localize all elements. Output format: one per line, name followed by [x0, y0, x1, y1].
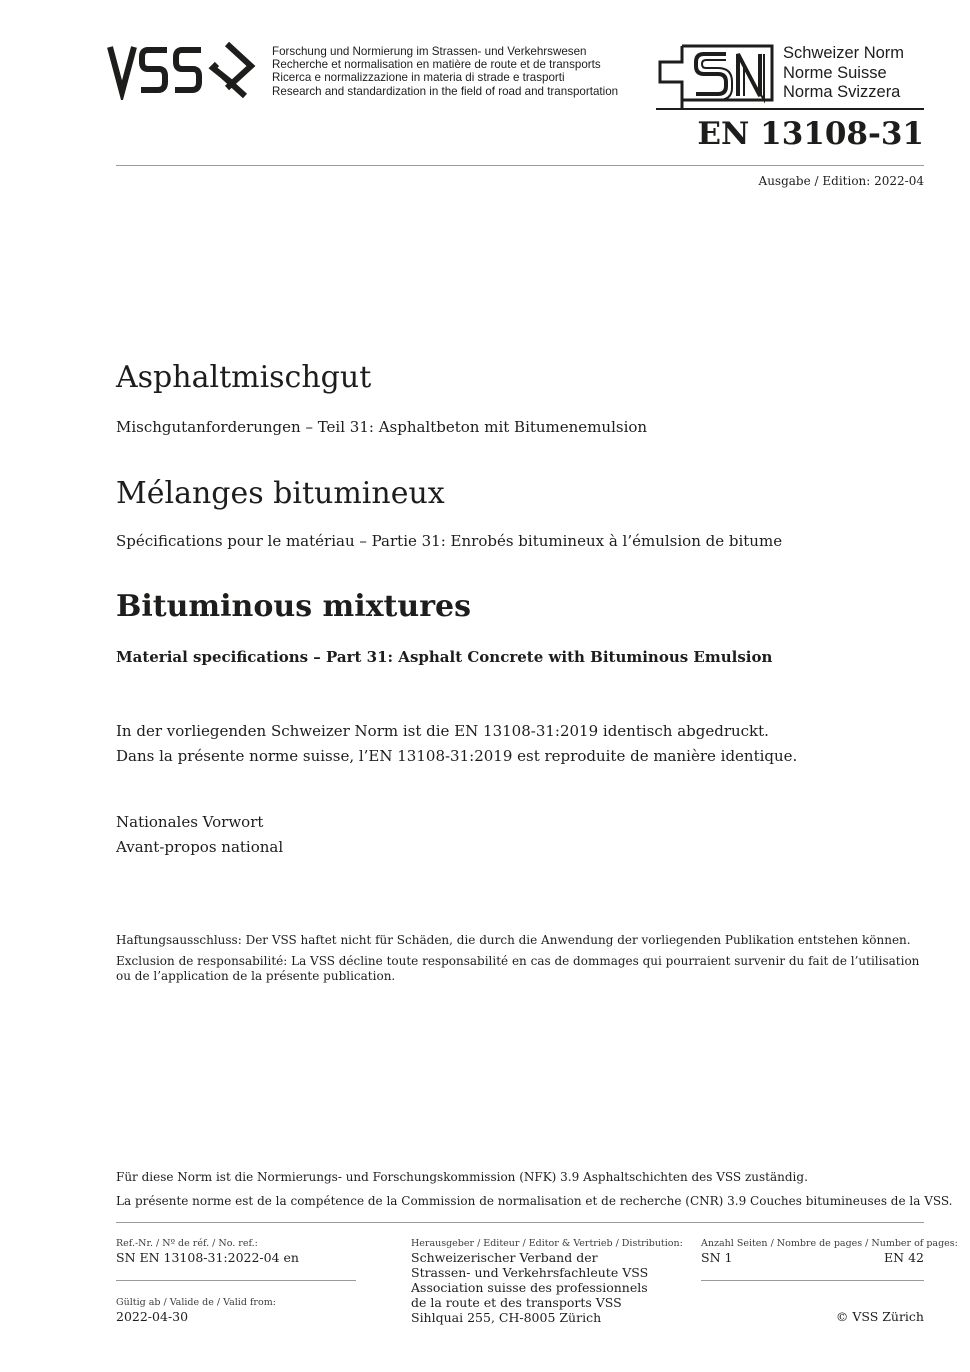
subtitle-de: Mischgutanforderungen – Teil 31: Asphaltbeton mit Bitumenemulsion: [116, 418, 648, 436]
sn-logo: [656, 44, 778, 114]
publisher-line: Strassen- und Verkehrsfachleute VSS: [411, 1265, 649, 1280]
disclaimer-fr-line2: ou de l’application de la présente publication.: [116, 969, 396, 983]
ref-value: SN EN 13108-31:2022-04 en: [116, 1250, 299, 1265]
publisher-line: Sihlquai 255, CH-8005 Zürich: [411, 1310, 602, 1325]
sn-name-fr: Norme Suisse: [783, 63, 887, 82]
vss-tagline-fr: Recherche et normalisation en matière de route et de transports: [272, 58, 601, 72]
committee-de: Für diese Norm ist die Normierungs- und Forschungskommission (NFK) 3.9 Asphaltschichten des VSS zuständig.: [116, 1170, 808, 1184]
sn-name-it: Norma Svizzera: [783, 83, 901, 101]
vss-tagline: [272, 45, 618, 98]
footer-divider: [116, 1222, 924, 1223]
publisher-line: Association suisse des professionnels: [411, 1280, 648, 1295]
vss-tagline-en: Research and standardization in the field of road and transportation: [272, 84, 619, 98]
subtitle-fr: Spécifications pour le matériau – Partie 31: Enrobés bitumineux à l’émulsion de bitume: [116, 532, 783, 550]
committee-fr: La présente norme est de la compétence de la Commission de normalisation et de recherche (CNR) 3.9 Couches bitumineuses de la VSS.: [116, 1194, 953, 1208]
title-en: Bituminous mixtures: [116, 589, 472, 624]
sn-logo-underline: [656, 108, 924, 110]
pages-en: EN 42: [884, 1250, 924, 1265]
disclaimer-de: Haftungsausschluss: Der VSS haftet nicht für Schäden, die durch die Anwendung der vorliegenden Publikation entstehen können.: [116, 933, 911, 947]
title-de: Asphaltmischgut: [116, 360, 372, 395]
header-divider: [116, 165, 924, 166]
copyright: © VSS Zürich: [835, 1309, 924, 1324]
publisher-line: de la route et des transports VSS: [411, 1295, 622, 1310]
sn-name-de: Schweizer Norm: [783, 44, 905, 62]
vss-logo: [105, 40, 265, 100]
identity-note-fr: Dans la présente norme suisse, l’EN 13108-31:2019 est reproduite de manière identique.: [116, 747, 798, 765]
document-number: EN 13108-31: [697, 116, 924, 152]
identity-note-de: In der vorliegenden Schweizer Norm ist die EN 13108-31:2019 identisch abgedruckt.: [116, 722, 769, 740]
title-fr: Mélanges bitumineux: [116, 476, 445, 511]
sn-names: [783, 44, 904, 103]
publisher-label: Herausgeber / Editeur / Editor & Vertrieb / Distribution:: [411, 1238, 683, 1249]
valid-from-label: Gültig ab / Valide de / Valid from:: [116, 1297, 276, 1308]
pages-sn: SN 1: [701, 1250, 733, 1265]
ref-divider: [116, 1280, 356, 1281]
disclaimer-fr-line1: Exclusion de responsabilité: La VSS décline toute responsabilité en cas de dommages qui pourraient survenir du fait de l’utilisation: [116, 954, 920, 968]
pages-divider: [701, 1280, 924, 1281]
pages-label: Anzahl Seiten / Nombre de pages / Number of pages:: [701, 1238, 958, 1249]
edition-date: Ausgabe / Edition: 2022-04: [758, 174, 924, 188]
subtitle-en: Material specifications – Part 31: Asphalt Concrete with Bituminous Emulsion: [116, 648, 773, 666]
ref-label: Ref.-Nr. / Nº de réf. / No. ref.:: [116, 1238, 258, 1249]
foreword-fr: Avant-propos national: [116, 838, 284, 856]
valid-from-value: 2022-04-30: [116, 1309, 189, 1324]
foreword-de: Nationales Vorwort: [116, 813, 264, 831]
vss-tagline-de: Forschung und Normierung im Strassen- und Verkehrswesen: [272, 45, 587, 58]
vss-tagline-it: Ricerca e normalizzazione in materia di strade e trasporti: [272, 71, 565, 85]
publisher-line: Schweizerischer Verband der: [411, 1250, 598, 1265]
publisher-address: [411, 1250, 648, 1325]
